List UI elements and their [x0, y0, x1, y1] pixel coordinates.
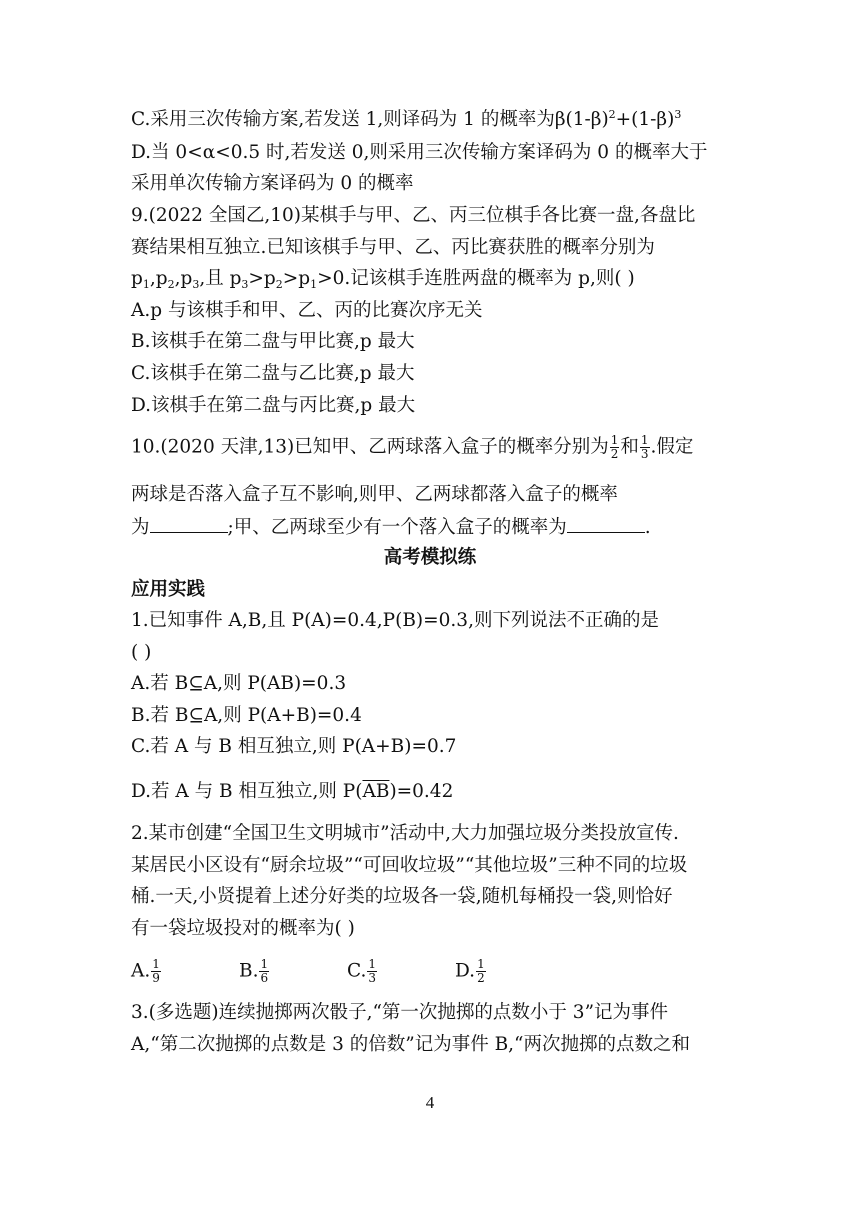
text: >p — [282, 268, 311, 289]
q2-line-3: 桶.一天,小贤提着上述分好类的垃圾各一袋,随机每桶投一袋,则恰好 — [131, 886, 673, 907]
q9-option-a: A.p 与该棋手和甲、乙、丙的比赛次序无关 — [131, 300, 483, 321]
subscript: 2 — [275, 278, 283, 291]
numerator: 1 — [477, 957, 485, 971]
subscript: 1 — [142, 278, 150, 291]
denominator: 2 — [610, 447, 619, 461]
fraction — [610, 434, 620, 461]
text: ,且 p — [199, 268, 242, 289]
q9-option-d: D.该棋手在第二盘与丙比赛,p 最大 — [131, 395, 416, 416]
option-label: C. — [347, 960, 367, 982]
subscript: 2 — [167, 278, 175, 291]
q2-option-a — [131, 958, 239, 985]
q2-line-1: 2.某市创建“全国卫生文明城市”活动中,大力加强垃圾分类投放宣传. — [131, 823, 679, 844]
text: D.若 A 与 B 相互独立,则 P( — [131, 781, 363, 802]
superscript: 3 — [674, 108, 682, 121]
denominator: 3 — [368, 971, 377, 985]
q2-line-2: 某居民小区设有“厨余垃圾”“可回收垃圾”“其他垃圾”三种不同的垃圾 — [131, 855, 688, 876]
section-heading: 高考模拟练 — [383, 547, 477, 568]
denominator: 2 — [477, 971, 485, 985]
q9-line-2: 赛结果相互独立.已知该棋手与甲、乙、丙比赛获胜的概率分别为 — [131, 237, 655, 258]
denominator: 6 — [260, 971, 269, 985]
text: )=0.42 — [389, 781, 454, 802]
q10-line-3 — [131, 514, 651, 541]
text: 10.(2020 天津,13)已知甲、乙两球落入盒子的概率分别为 — [131, 436, 609, 458]
option-c-line — [131, 107, 681, 133]
text: p — [155, 268, 168, 289]
q1-option-a: A.若 B⊆A,则 P(AB)=0.3 — [131, 673, 347, 694]
fraction — [476, 958, 486, 985]
fraction — [367, 958, 377, 985]
q10-line-2: 两球是否落入盒子互不影响,则甲、乙两球都落入盒子的概率 — [131, 484, 618, 505]
text: 为 — [131, 517, 150, 538]
numerator: 1 — [610, 433, 619, 447]
q2-line-4: 有一袋垃圾投对的概率为( ) — [131, 918, 355, 939]
subscript: 3 — [192, 278, 200, 291]
text: >p — [248, 268, 276, 289]
q1-option-c: C.若 A 与 B 相互独立,则 P(A+B)=0.7 — [131, 736, 457, 757]
q9-option-b: B.该棋手在第二盘与甲比赛,p 最大 — [131, 331, 415, 352]
q3-line-2: A,“第二次抛掷的点数是 3 的倍数”记为事件 B,“两次抛掷的点数之和 — [131, 1034, 691, 1055]
q2-option-b — [239, 958, 347, 985]
option-label: B. — [239, 960, 259, 982]
answer-blank[interactable] — [150, 514, 228, 533]
q2-options — [131, 958, 563, 985]
text: . — [644, 517, 651, 538]
page-number: 4 — [425, 1093, 435, 1112]
q1-option-b: B.若 B⊆A,则 P(A+B)=0.4 — [131, 705, 362, 726]
fraction — [640, 434, 650, 461]
q9-option-c: C.该棋手在第二盘与乙比赛,p 最大 — [131, 363, 415, 384]
q2-option-d — [455, 958, 563, 985]
option-label: D. — [455, 960, 476, 982]
numerator: 1 — [260, 957, 269, 971]
sub-heading: 应用实践 — [131, 579, 206, 600]
text: 和 — [620, 436, 639, 458]
numerator: 1 — [368, 957, 377, 971]
fraction — [151, 958, 161, 985]
q1-paren: ( ) — [131, 642, 152, 663]
q9-line-1: 9.(2022 全国乙,10)某棋手与甲、乙、丙三位棋手各比赛一盘,各盘比 — [131, 205, 696, 226]
subscript: 1 — [310, 278, 318, 291]
text: >0 — [317, 268, 345, 289]
text: p — [180, 268, 193, 289]
subscript: 3 — [241, 278, 249, 291]
text: .记该棋手连胜两盘的概率为 p,则( ) — [344, 268, 635, 289]
text: +(1-β) — [615, 109, 675, 130]
overlined-text: $\overline{AB}$ — [362, 781, 390, 802]
numerator: 1 — [152, 957, 160, 971]
denominator: 9 — [152, 971, 160, 985]
answer-blank[interactable] — [567, 514, 645, 533]
numerator: 1 — [640, 433, 649, 447]
option-d-cont: 采用单次传输方案译码为 0 的概率 — [131, 173, 414, 194]
text: p — [131, 268, 143, 289]
q1-stem: 1.已知事件 A,B,且 P(A)=0.4,P(B)=0.3,则下列说法不正确的是 — [131, 610, 659, 631]
fraction — [259, 958, 269, 985]
q2-option-c — [347, 958, 455, 985]
q10-line-1 — [131, 434, 693, 461]
q9-line-3: $p_1,p_2,p_3$,且 $p_3>p_2>p_1>0$.记该棋手连胜两盘的概率为 p,则( ) — [131, 268, 635, 291]
text: .假定 — [650, 436, 694, 458]
text: ;甲、乙两球至少有一个落入盒子的概率为 — [227, 517, 567, 538]
text: C.采用三次传输方案,若发送 1,则译码为 1 的概率为β(1-β) — [131, 109, 609, 130]
q3-line-1: 3.(多选题)连续抛掷两次骰子,“第一次抛掷的点数小于 3”记为事件 — [131, 1002, 669, 1023]
option-label: A. — [131, 960, 151, 982]
denominator: 3 — [640, 447, 649, 461]
superscript: 2 — [608, 108, 616, 121]
q1-option-d — [131, 779, 453, 805]
option-d-line: D.当 0<α<0.5 时,若发送 0,则采用三次传输方案译码为 0 的概率大于 — [131, 142, 708, 163]
